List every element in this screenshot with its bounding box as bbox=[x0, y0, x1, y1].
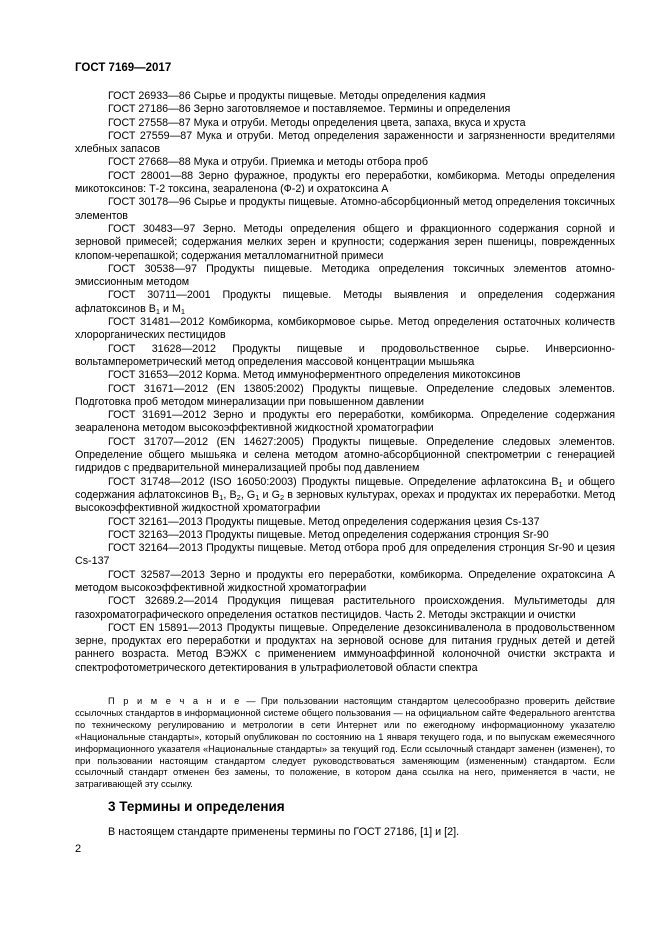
reference-item: ГОСТ 26933—86 Сырье и продукты пищевые. Методы определения кадмия bbox=[108, 90, 486, 102]
page-number: 2 bbox=[75, 843, 82, 855]
reference-item: ГОСТ 31481—2012 Комбикорма, комбикормовое сырье. Метод определения остаточных количеств хлорорганических пестицидов bbox=[75, 316, 615, 342]
reference-item: ГОСТ 32587—2013 Зерно и продукты его переработки, комбикорма. Определение охратоксина А методом высокоэффективной жидкостной хроматографии bbox=[75, 568, 615, 594]
reference-item: ГОСТ 28001—88 Зерно фуражное, продукты его переработки, комбикорма. Методы определения микотоксинов: Т-2 токсина, зеараленона (Ф-2) и охратоксина А bbox=[75, 169, 615, 196]
reference-item: ГОСТ 30483—97 Зерно. Методы определения общего и фракционного содержания сорной и зерновой примесей; содержания мелких зерен и крупности; содержания зерен пшеницы, поврежденных клопом-черепашкой; содержания металломагнитной примеси bbox=[75, 222, 615, 262]
normative-references-list bbox=[75, 90, 615, 675]
note-text: — При пользовании настоящим стандартом целесообразно проверить действие ссылочных стандартов в информационной системе общего пользования — на официальном сайте Федерального агентства по техническому регулированию и метрологии в сети Интернет или по ежегодному информационному указателю «Национальные стандарты», который опубликован по состоянию на 1 января текущего года, и по выпускам ежемесячного информационного указателя «Национальные стандарты» за текущий год. Если ссылочный стандарт заменен (изменен), то при пользовании настоящим стандартом следует руководствоваться заменяющим (измененным) стандартом. Если ссылочный стандарт отменен без замены, то положение, в котором дана ссылка на него, применяется в части, не затрагивающей эту ссылку. bbox=[75, 696, 615, 790]
subscript: 2 bbox=[236, 492, 241, 502]
note-label: П р и м е ч а н и е bbox=[108, 696, 241, 706]
reference-text: ГОСТ 30711—2001 Продукты пищевые. Методы выявления и определения содержания афлатоксинов В bbox=[75, 289, 615, 315]
reference-item: ГОСТ 27668—88 Мука и отруби. Приемка и методы отбора проб bbox=[108, 156, 428, 169]
reference-item: ГОСТ 31653—2012 Корма. Метод иммуноферментного определения микотоксинов bbox=[108, 369, 521, 382]
subscript: 1 bbox=[219, 492, 224, 502]
reference-item: ГОСТ 30538—97 Продукты пищевые. Методика определения токсичных элементов атомно-эмиссионным методом bbox=[75, 262, 615, 289]
subscript: 1 bbox=[155, 306, 161, 316]
section-body: В настоящем стандарте применены термины по ГОСТ 27186, [1] и [2]. bbox=[108, 826, 460, 838]
reference-text: , G bbox=[240, 488, 256, 501]
reference-item: ГОСТ 27559—87 Мука и отруби. Метод определения зараженности и загрязненности вредителями хлебных запасов bbox=[75, 129, 615, 156]
reference-item: ГОСТ 31671—2012 (EN 13805:2002) Продукты пищевые. Определение следовых элементов. Подготовка проб методом минерализации при повышенном давлении bbox=[75, 382, 615, 408]
reference-text: и общего содержания афлатоксинов В bbox=[75, 475, 615, 501]
reference-item: ГОСТ 32689.2—2014 Продукция пищевая растительного происхождения. Мультиметоды для газохроматографического определения остатков пестицидов. Часть 2. Методы экстракции и очистки bbox=[75, 595, 615, 621]
subscript: 1 bbox=[558, 479, 563, 489]
reference-item: ГОСТ 31628—2012 Продукты пищевые и продовольственное сырье. Инверсионно-вольтамперометрический метод определения массовой концентрации мышьяка bbox=[75, 342, 615, 368]
reference-item bbox=[75, 476, 615, 516]
subscript: 1 bbox=[255, 492, 260, 502]
reference-text: в зерновых культурах, орехах и продуктах их переработки. Метод высокоэффективной жидкостной хроматографии bbox=[75, 488, 615, 515]
subscript: 2 bbox=[279, 492, 285, 502]
reference-item: ГОСТ 31707—2012 (EN 14627:2005) Продукты пищевые. Определение следовых элементов. Определение общего мышьяка и селена методом атомно-абсорбционной спектрометрии с генерацией гидридов с предварительной минерализацией пробы под давлением bbox=[75, 435, 615, 475]
reference-item: ГОСТ EN 15891—2013 Продукты пищевые. Определение дезоксиниваленола в продовольственном зерне, продуктах его переработки и продуктах на зерновой основе для питания грудных детей и детей раннего возраста. Метод ВЭЖХ с применением иммуноаффинной колоночной очистки экстракта и спектрофотометрического детектирования в ультрафиолетовой области спектра bbox=[75, 621, 615, 674]
reference-item bbox=[75, 289, 615, 316]
reference-text: , В bbox=[223, 488, 237, 501]
reference-text: ГОСТ 31748—2012 (ISO 16050:2003) Продукты пищевые. Определение афлатоксина В bbox=[108, 475, 559, 488]
reference-item: ГОСТ 32163—2013 Продукты пищевые. Метод определения содержания стронция Sr-90 bbox=[108, 528, 549, 541]
reference-item: ГОСТ 27186—86 Зерно заготовляемое и поставляемое. Термины и определения bbox=[108, 103, 511, 116]
subscript: 1 bbox=[180, 306, 186, 316]
reference-item: ГОСТ 30178—96 Сырье и продукты пищевые. Атомно-абсорбционный метод определения токсичных элементов bbox=[75, 196, 615, 222]
note bbox=[75, 696, 615, 791]
reference-text: и М bbox=[160, 302, 181, 315]
reference-item: ГОСТ 31691—2012 Зерно и продукты его переработки, комбикорма. Определение содержания зеараленона методом высокоэффективной жидкостной хроматографии bbox=[75, 409, 615, 435]
reference-item: ГОСТ 32164—2013 Продукты пищевые. Метод отбора проб для определения стронция Sr-90 и цезия Cs-137 bbox=[75, 542, 615, 568]
section-title: 3 Термины и определения bbox=[108, 799, 285, 814]
page-header: ГОСТ 7169—2017 bbox=[75, 62, 172, 74]
reference-item: ГОСТ 27558—87 Мука и отруби. Методы определения цвета, запаха, вкуса и хруста bbox=[108, 116, 526, 129]
reference-item: ГОСТ 32161—2013 Продукты пищевые. Метод определения содержания цезия Cs-137 bbox=[108, 515, 540, 528]
reference-text: и G bbox=[259, 488, 280, 501]
